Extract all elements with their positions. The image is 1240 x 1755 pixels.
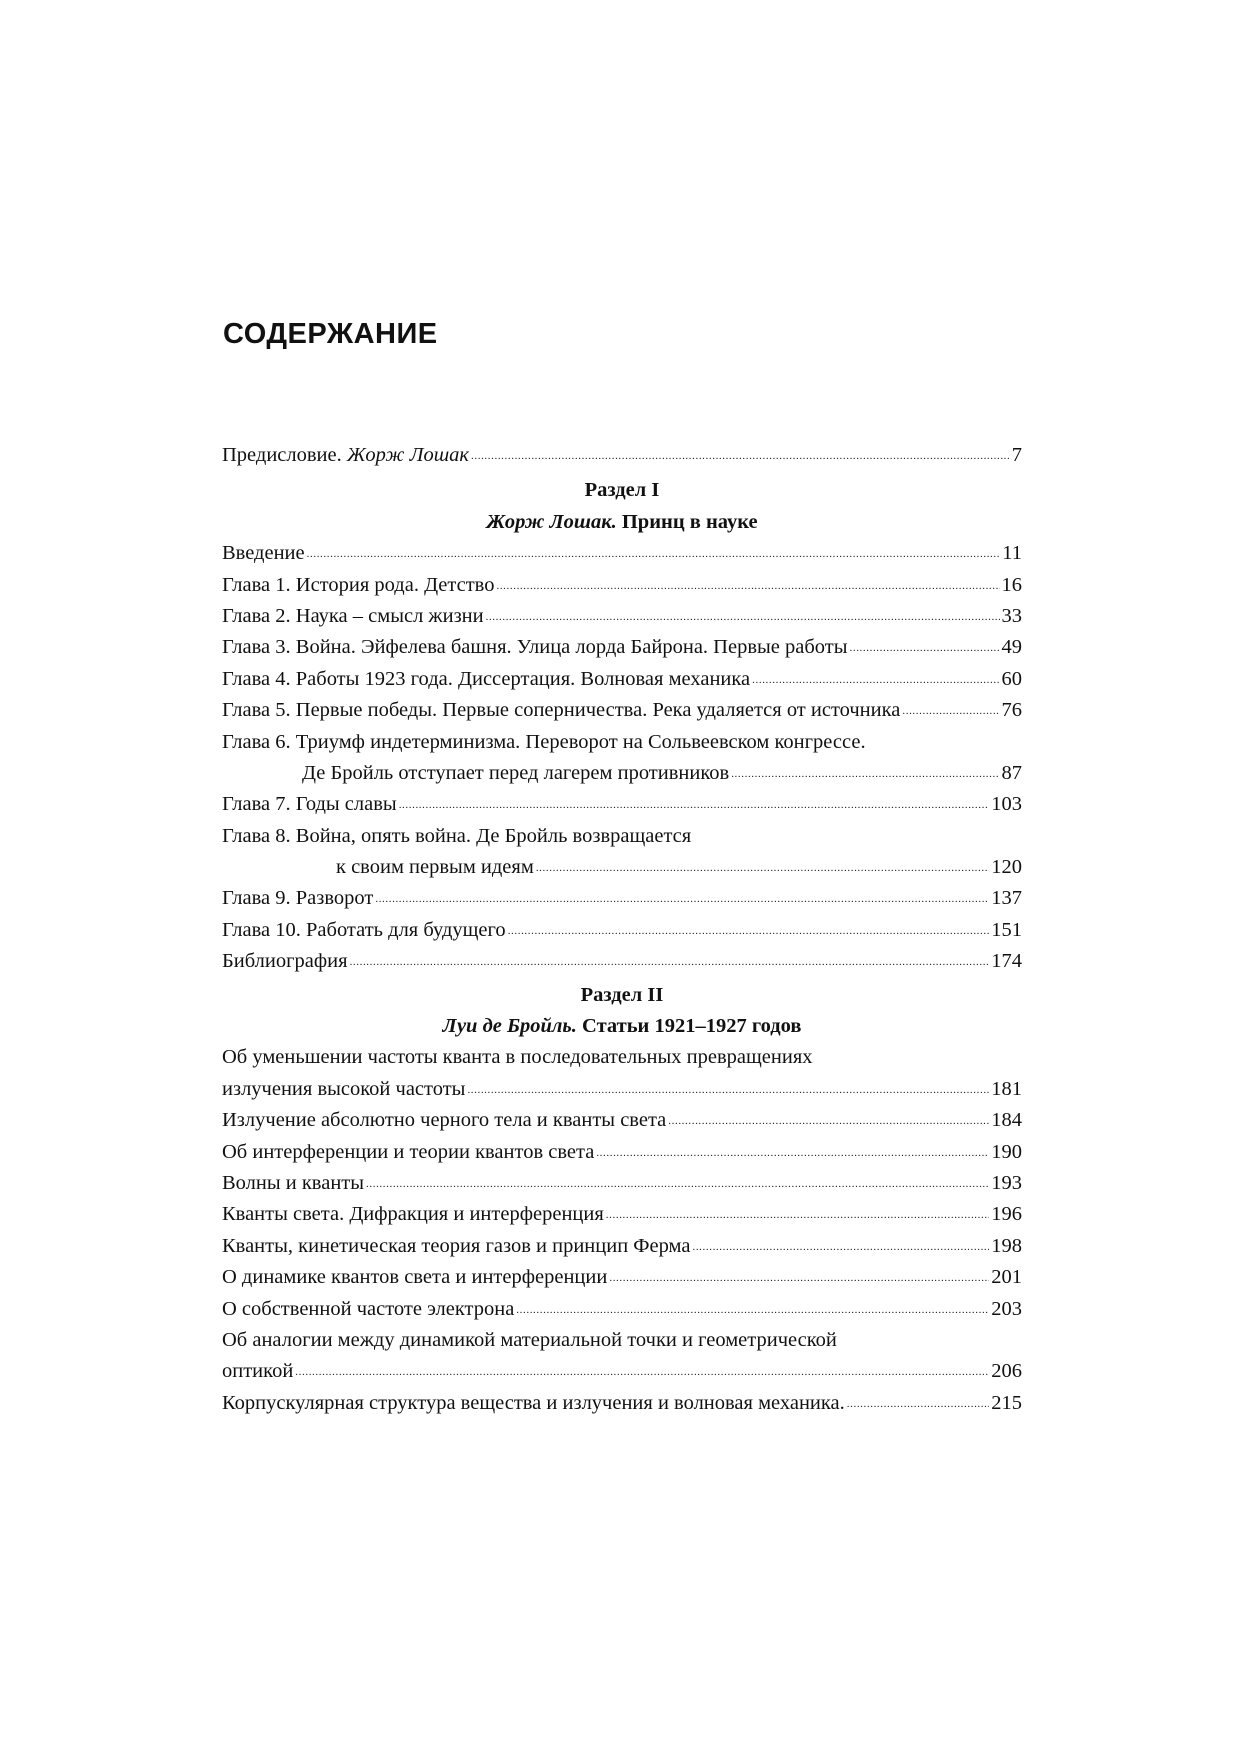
section-subtitle-text: Статьи 1921–1927 годов [582, 1015, 802, 1038]
dot-leader [752, 665, 999, 696]
toc-page-number: 206 [991, 1360, 1022, 1383]
dot-leader [609, 1263, 989, 1294]
toc-entry-text: Волны и кванты [222, 1171, 365, 1194]
toc-entry-text: к своим первым идеям [336, 856, 534, 879]
dot-leader [399, 790, 990, 821]
toc-page-number: 193 [991, 1171, 1022, 1194]
toc-entry-article-9-line1[interactable]: Об аналогии между динамикой материальной точки и геометрической [222, 1328, 837, 1351]
toc-entry[interactable] [222, 1105, 1022, 1136]
toc-entry-text: Глава 10. Работать для будущего [222, 918, 506, 941]
preface-label: Предисловие. [222, 444, 342, 466]
dot-leader [366, 1169, 989, 1200]
toc-entry-chapter-6[interactable] [222, 758, 1022, 789]
section-subtitle-author: Луи де Бройль. [442, 1015, 577, 1038]
page-title: СОДЕРЖАНИЕ [223, 318, 438, 350]
dot-leader [596, 1138, 989, 1169]
toc-entry[interactable] [222, 1294, 1022, 1325]
section-subtitle-text: Принц в науке [621, 510, 758, 533]
toc-entry-article-1[interactable] [222, 1074, 1022, 1105]
toc-page-number: 33 [1001, 604, 1022, 627]
toc-page-number: 198 [991, 1234, 1022, 1257]
dot-leader [668, 1106, 989, 1137]
section-heading: Раздел II [580, 983, 664, 1006]
toc-page-number: 87 [1001, 761, 1022, 784]
dot-leader [902, 696, 999, 727]
toc-entry-article-10[interactable] [222, 1388, 1022, 1419]
dot-leader [375, 884, 989, 915]
toc-entry[interactable] [222, 695, 1022, 726]
toc-page-number: 76 [1001, 699, 1022, 722]
section-subtitle [222, 507, 1022, 538]
toc-page-number: 16 [1001, 573, 1022, 596]
dot-leader [847, 1389, 989, 1420]
toc-entry-article-1-line1[interactable]: Об уменьшении частоты кванта в последовательных превращениях [222, 1046, 813, 1069]
toc-page-number: 137 [991, 887, 1022, 910]
toc-entry[interactable] [222, 538, 1022, 569]
toc-entry[interactable] [222, 1199, 1022, 1230]
toc-entry-text: Введение [222, 542, 305, 565]
table-of-contents [222, 440, 1022, 1419]
toc-entry-text: Об интерференции и теории квантов света [222, 1140, 595, 1163]
dot-leader [508, 916, 990, 947]
toc-entry-text: Глава 5. Первые победы. Первые соперничества. Река удаляется от источника [222, 699, 901, 722]
toc-entry[interactable] [222, 1262, 1022, 1293]
toc-page-number: 60 [1001, 667, 1022, 690]
dot-leader [516, 1295, 989, 1326]
toc-entry-chapter-8-line1[interactable]: Глава 8. Война, опять война. Де Бройль возвращается [222, 824, 692, 847]
toc-entry[interactable] [222, 1168, 1022, 1199]
dot-leader [536, 853, 989, 884]
toc-page-number: 151 [991, 918, 1022, 941]
toc-entry[interactable] [222, 883, 1022, 914]
toc-entry-article-9[interactable] [222, 1356, 1022, 1387]
toc-entry[interactable] [222, 601, 1022, 632]
toc-entry-text: Глава 4. Работы 1923 года. Диссертация. Волновая механика [222, 667, 751, 690]
toc-entry-text: Корпускулярная структура вещества и излучения и волновая механика. [222, 1391, 845, 1414]
toc-entry-chapter-8[interactable] [222, 852, 1022, 883]
toc-entry-text: Глава 9. Разворот [222, 887, 374, 910]
toc-entry-text: О динамике квантов света и интерференции [222, 1266, 608, 1289]
toc-page-number: 120 [991, 856, 1022, 879]
dot-leader [350, 947, 990, 978]
toc-entry-text: Библиография [222, 950, 348, 973]
toc-page-number: 7 [1011, 444, 1022, 466]
toc-entry-text: оптикой [222, 1360, 294, 1383]
dot-leader [496, 571, 999, 602]
toc-entry[interactable] [222, 915, 1022, 946]
toc-page-number: 203 [991, 1297, 1022, 1320]
toc-entry[interactable] [222, 632, 1022, 663]
section-subtitle [222, 1011, 1022, 1042]
toc-entry-preface[interactable] [222, 440, 1022, 471]
toc-entry-text: Глава 1. История рода. Детство [222, 573, 495, 596]
section-subtitle-author: Жорж Лошак. [486, 510, 617, 533]
dot-leader [731, 759, 999, 790]
dot-leader [692, 1232, 989, 1263]
toc-entry-text: Излучение абсолютно черного тела и кванты света [222, 1109, 667, 1132]
toc-entry-text: излучения высокой частоты [222, 1077, 466, 1100]
preface-author: Жорж Лошак [346, 444, 470, 466]
toc-page-number: 49 [1001, 636, 1022, 659]
toc-entry-text [222, 440, 469, 471]
toc-entry-chapter-7[interactable] [222, 789, 1022, 820]
toc-entry-text: Глава 2. Наука – смысл жизни [222, 604, 484, 627]
toc-page-number: 215 [991, 1391, 1022, 1414]
toc-entry-text: Кванты света. Дифракция и интерференция [222, 1203, 604, 1226]
toc-entry-text: Глава 3. Война. Эйфелева башня. Улица лорда Байрона. Первые работы [222, 636, 848, 659]
toc-entry[interactable] [222, 946, 1022, 977]
dot-leader [606, 1200, 989, 1231]
toc-page-number: 103 [991, 793, 1022, 816]
toc-page-number: 190 [991, 1140, 1022, 1163]
toc-page-number: 196 [991, 1203, 1022, 1226]
dot-leader [467, 1075, 989, 1106]
toc-page-number: 174 [991, 950, 1022, 973]
dot-leader [307, 539, 1001, 570]
section-heading: Раздел I [584, 479, 660, 502]
dot-leader [471, 441, 1010, 472]
toc-entry[interactable] [222, 1137, 1022, 1168]
toc-entry-text: Кванты, кинетическая теория газов и принцип Ферма [222, 1234, 691, 1257]
toc-page-number: 201 [991, 1266, 1022, 1289]
dot-leader [295, 1357, 989, 1388]
toc-entry[interactable] [222, 664, 1022, 695]
toc-entry-text: Глава 7. Годы славы [222, 793, 397, 816]
toc-entry-text: О собственной частоте электрона [222, 1297, 515, 1320]
toc-entry[interactable] [222, 1231, 1022, 1262]
dot-leader [850, 633, 1000, 664]
toc-page-number: 11 [1002, 542, 1022, 565]
toc-entry[interactable] [222, 570, 1022, 601]
toc-entry-chapter-6-line1[interactable]: Глава 6. Триумф индетерминизма. Переворот на Сольвеевском конгрессе. [222, 730, 866, 753]
dot-leader [486, 602, 1000, 633]
toc-entry-text: Де Бройль отступает перед лагерем противников [302, 761, 730, 784]
toc-page-number: 181 [991, 1077, 1022, 1100]
toc-page-number: 184 [991, 1109, 1022, 1132]
